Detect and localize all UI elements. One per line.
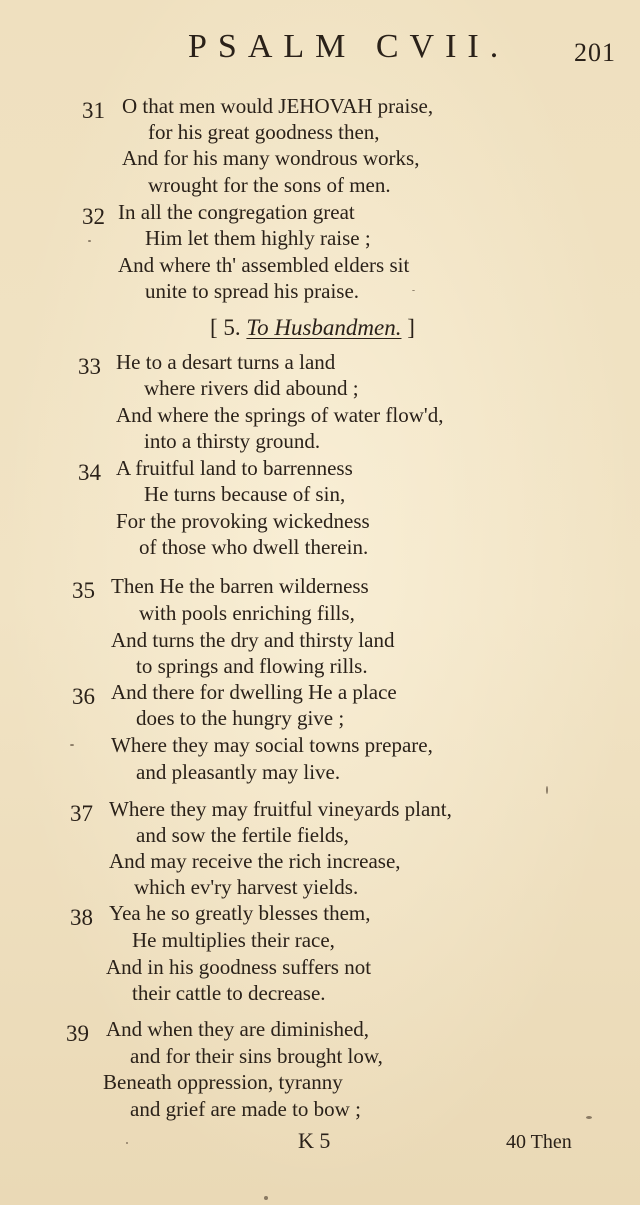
verse-line: In all the congregation great: [118, 200, 355, 224]
verse-number: 37: [70, 801, 93, 826]
verse-line: Where they may social towns prepare,: [111, 733, 433, 757]
verse-line: And when they are diminished,: [106, 1017, 370, 1041]
verse-number: 36: [72, 684, 95, 709]
verse-number: 38: [70, 905, 93, 930]
paper-speck: [126, 1142, 128, 1144]
verse-line: Then He the barren wilderness: [111, 574, 369, 598]
verse-line: And in his goodness suffers not: [106, 955, 372, 979]
heading-close-bracket: ]: [407, 315, 415, 340]
heading-section-title: To Husbandmen.: [246, 315, 402, 340]
verse-line: A fruitful land to barrenness: [116, 456, 353, 480]
verse-number: 33: [78, 354, 101, 379]
verse-number: 39: [66, 1021, 89, 1046]
catchword: 40 Then: [506, 1131, 572, 1153]
verse-line: O that men would JEHOVAH praise,: [122, 94, 434, 118]
verse-line: Him let them highly raise ;: [145, 226, 371, 250]
verse-line: Yea he so greatly blesses them,: [109, 901, 371, 925]
verse-line: For the provoking wickedness: [116, 509, 370, 533]
verse-number: 31: [82, 98, 105, 123]
running-header-title: PSALM CVII.: [188, 28, 510, 65]
verse-line: which ev'ry harvest yields.: [134, 875, 359, 899]
verse-line: And for his many wondrous works,: [122, 146, 420, 170]
verse-number: 32: [82, 204, 105, 229]
verse-line: And where th' assembled elders sit: [118, 253, 410, 277]
heading-section-number: 5.: [223, 315, 241, 340]
verse-line: and pleasantly may live.: [136, 760, 341, 784]
verse-line: and for their sins brought low,: [130, 1044, 383, 1068]
verse-line: He multiplies their race,: [132, 928, 335, 952]
verse-line: into a thirsty ground.: [144, 429, 321, 453]
verse-line: And there for dwelling He a place: [111, 680, 397, 704]
paper-speck: [586, 1116, 592, 1119]
paper-speck: [88, 240, 91, 242]
verse-number: 34: [78, 460, 101, 485]
verse-line: Where they may fruitful vineyards plant,: [109, 797, 452, 821]
verse-line: and sow the fertile fields,: [136, 823, 349, 847]
verse-line: for his great goodness then,: [148, 120, 380, 144]
verse-line: of those who dwell therein.: [139, 535, 369, 559]
verse-line: And where the springs of water flow'd,: [116, 403, 444, 427]
verse-line: unite to spread his praise.: [145, 279, 360, 303]
verse-line: And turns the dry and thirsty land: [111, 628, 395, 652]
verse-line: where rivers did abound ;: [144, 376, 359, 400]
section-heading: [210, 316, 415, 339]
verse-line: He turns because of sin,: [144, 482, 346, 506]
page-number: 201: [574, 38, 616, 67]
verse-line: to springs and flowing rills.: [136, 654, 368, 678]
paper-speck: [412, 290, 415, 291]
verse-line: their cattle to decrease.: [132, 981, 326, 1005]
heading-open-bracket: [: [210, 315, 218, 340]
paper-speck: [546, 786, 548, 794]
verse-number: 35: [72, 578, 95, 603]
verse-line: and grief are made to bow ;: [130, 1097, 361, 1121]
paper-speck: [70, 744, 74, 746]
verse-line: does to the hungry give ;: [136, 706, 345, 730]
verse-line: He to a desart turns a land: [116, 350, 336, 374]
verse-line: Beneath oppression, tyranny: [103, 1070, 343, 1094]
verse-line: wrought for the sons of men.: [148, 173, 391, 197]
verse-line: with pools enriching fills,: [139, 601, 355, 625]
printer-signature: K 5: [298, 1128, 331, 1153]
paper-speck: [264, 1196, 268, 1200]
verse-line: And may receive the rich increase,: [109, 849, 401, 873]
